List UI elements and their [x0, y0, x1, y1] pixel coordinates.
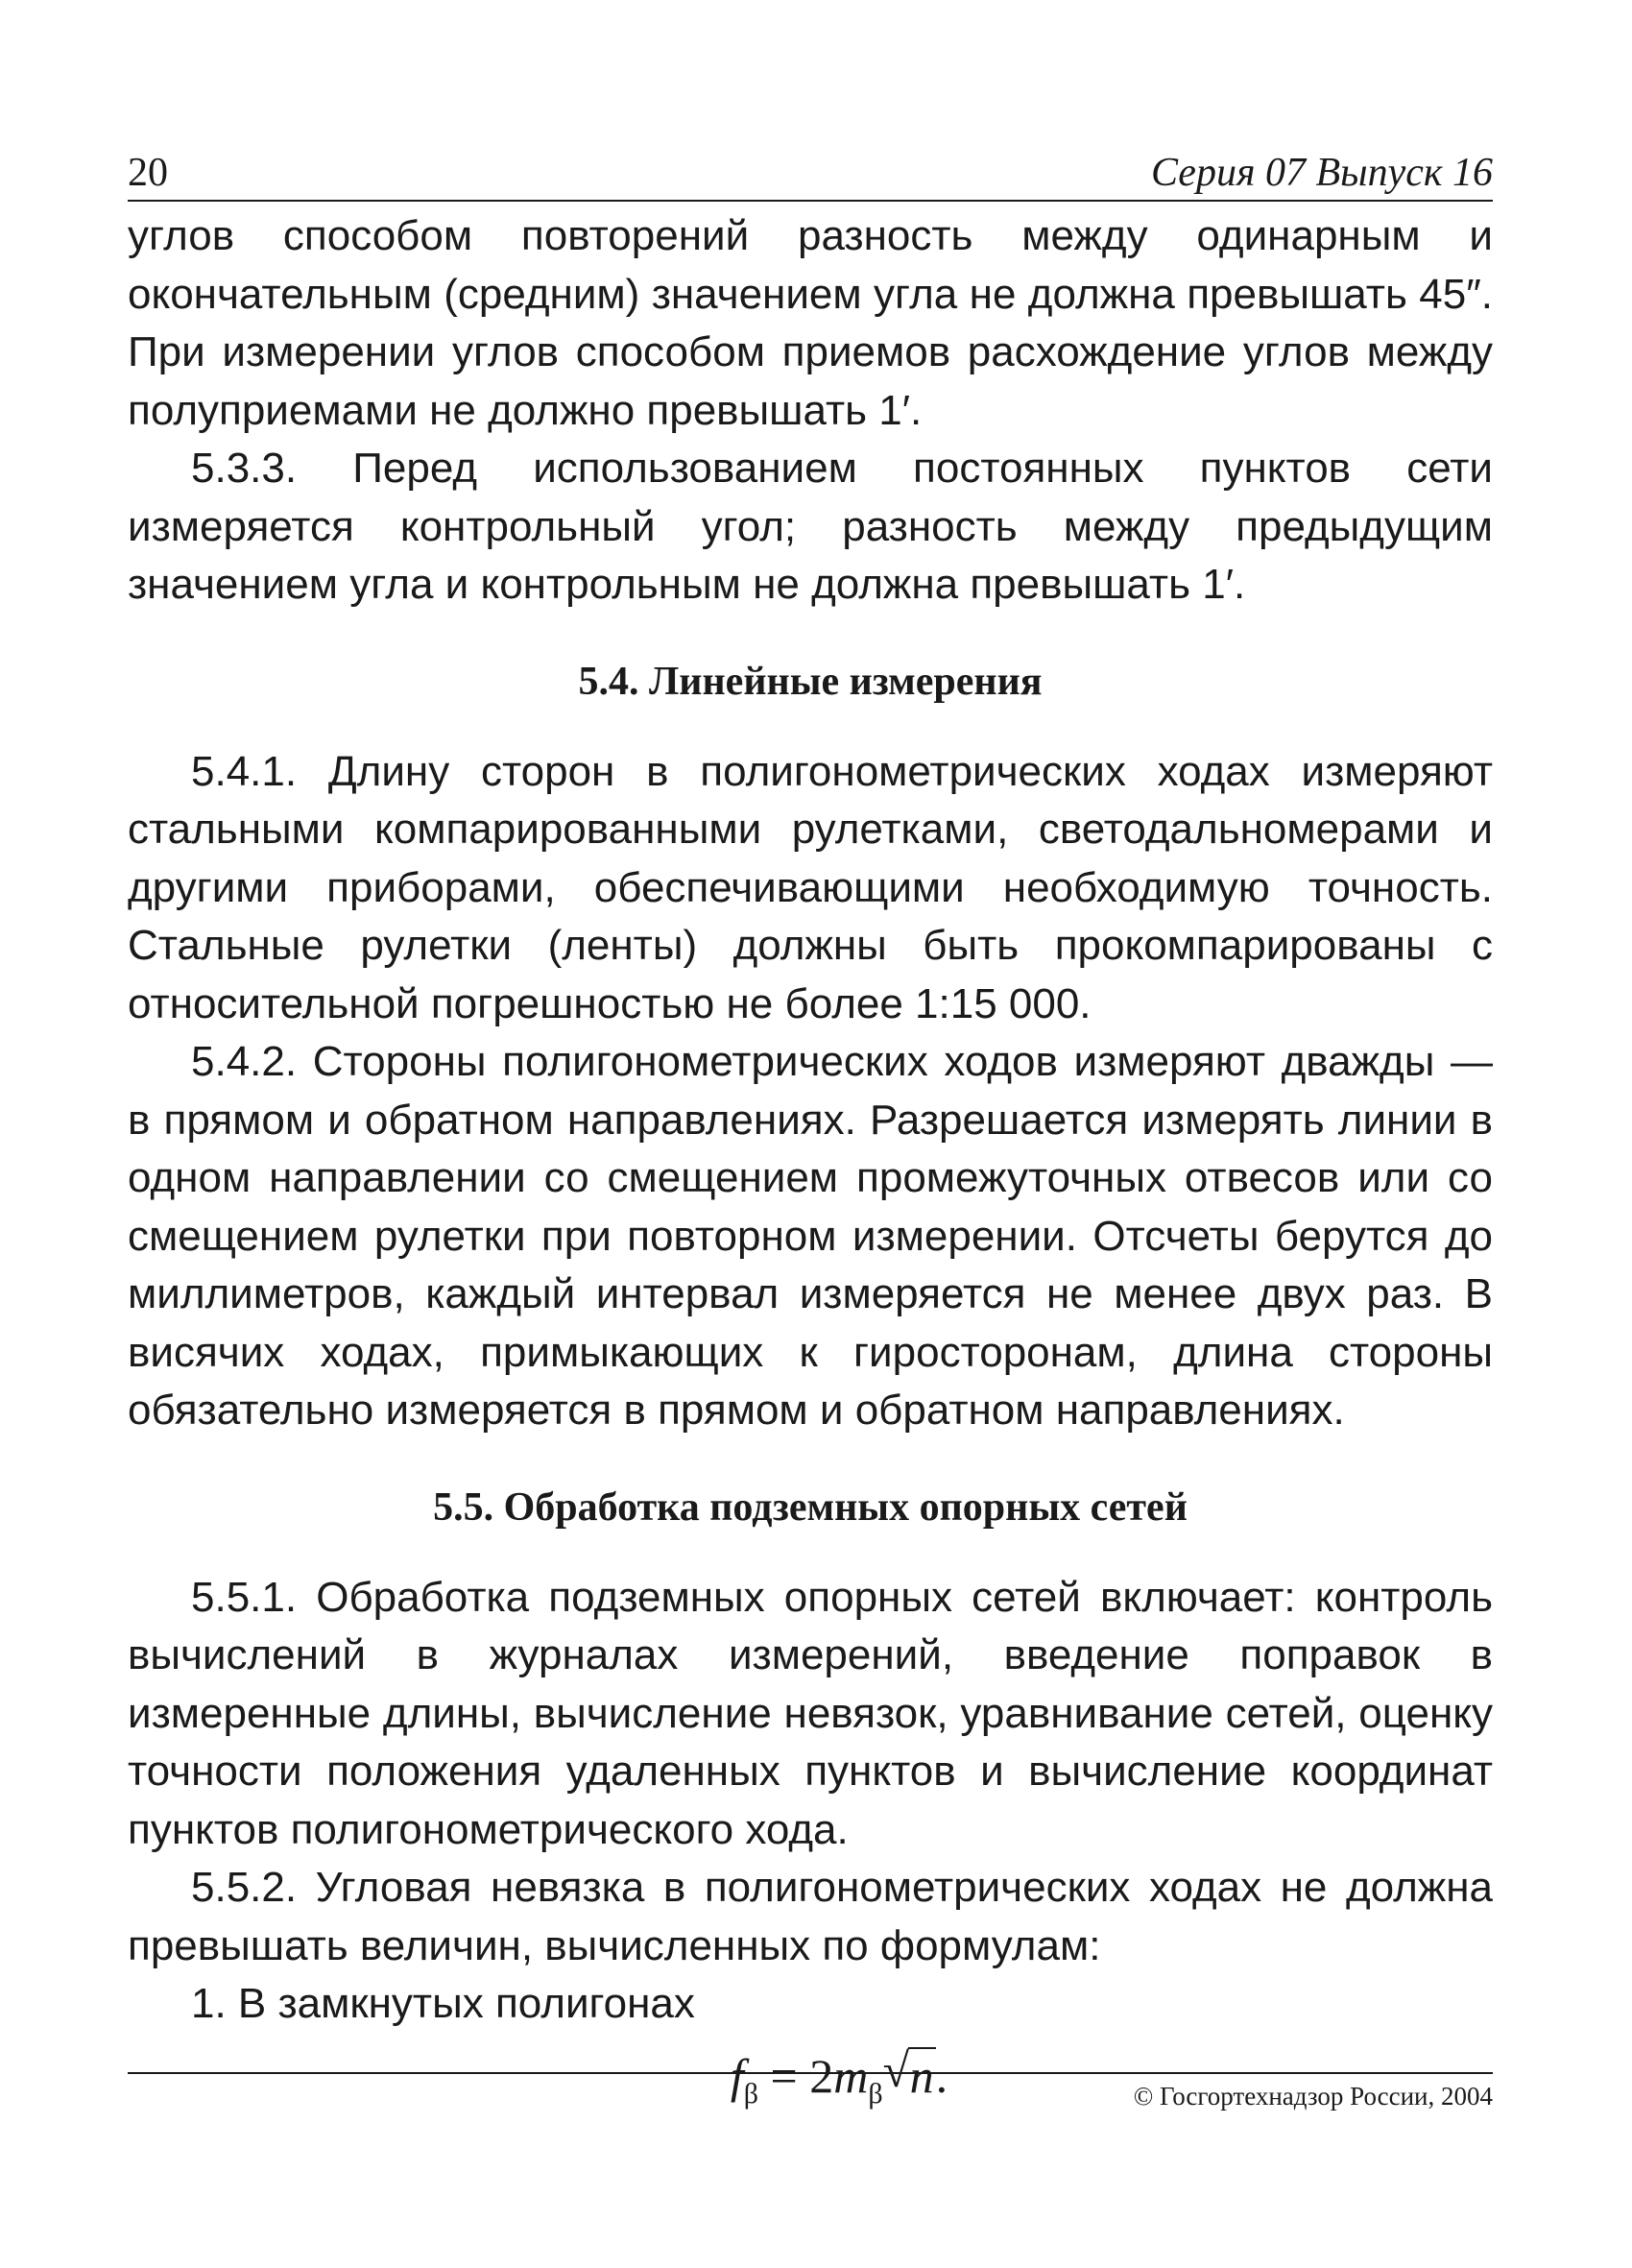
- page-header: [128, 144, 1493, 202]
- paragraph-5-5-2: 5.5.2. Угловая невязка в полигонометрических ходах не должна превышать величин, вычисленных по формулам:: [128, 1864, 1493, 1969]
- formula-m-subscript: β: [868, 2077, 883, 2110]
- paragraph-continuation: углов способом повторений разность между одинарным и окончательным (средним) значением угла не должна превышать 45″. При измерении углов способом приемов расхождение углов между полуприемами не должно превышать 1′.: [128, 212, 1493, 434]
- section-heading-5-5: 5.5. Обработка подземных опорных сетей: [433, 1484, 1188, 1530]
- page-footer: [128, 2072, 1493, 2111]
- formula-radicand: n: [909, 2048, 934, 2103]
- paragraph-5-4-2: 5.4.2. Стороны полигонометрических ходов измеряют дважды — в прямом и обратном направлениях. Разрешается измерять линии в одном направлении со смещением промежуточных отвесов или со смещением рулетки при повторном измерении. Отсчеты берутся до миллиметров, каждый интервал измеряется не менее двух раз. В висячих ходах, примыкающих к гиросторонам, длина стороны обязательно измеряется в прямом и обратном направлениях.: [128, 1038, 1493, 1434]
- formula-m: m: [833, 2048, 869, 2103]
- page: [128, 144, 1493, 2114]
- paragraph-5-3-3: 5.3.3. Перед использованием постоянных пунктов сети измеряется контрольный угол; разность между предыдущим значением угла и контрольным не должна превышать 1′.: [128, 445, 1493, 608]
- formula-equals: = 2: [758, 2048, 834, 2103]
- body-text: [128, 207, 1493, 2114]
- formula-f-subscript: β: [743, 2077, 759, 2110]
- paragraph-5-5-1: 5.5.1. Обработка подземных опорных сетей включает: контроль вычислений в журналах измерений, введение поправок в измеренные длины, вычисление невязок, уравнивание сетей, оценку точности положения удаленных пунктов и вычисление координат пунктов полигонометрического хода.: [128, 1573, 1493, 1853]
- formula-period: .: [935, 2048, 948, 2103]
- sqrt-sign: √: [882, 2042, 910, 2097]
- copyright-notice: © Госгортехнадзор России, 2004: [1133, 2082, 1493, 2111]
- formula-f: f: [730, 2048, 744, 2103]
- section-heading-5-4: 5.4. Линейные измерения: [578, 659, 1043, 704]
- paragraph-item-1: 1. В замкнутых полигонах: [191, 1980, 695, 2027]
- page-number: 20: [128, 151, 168, 195]
- paragraph-5-4-1: 5.4.1. Длину сторон в полигонометрических ходах измеряют стальными компарированными рулетками, светодальномерами и другими приборами, обеспечивающими необходимую точность. Стальные рулетки (ленты) должны быть прокомпарированы с относительной погрешностью не более 1:15 000.: [128, 747, 1493, 1027]
- running-title: Серия 07 Выпуск 16: [1151, 151, 1493, 195]
